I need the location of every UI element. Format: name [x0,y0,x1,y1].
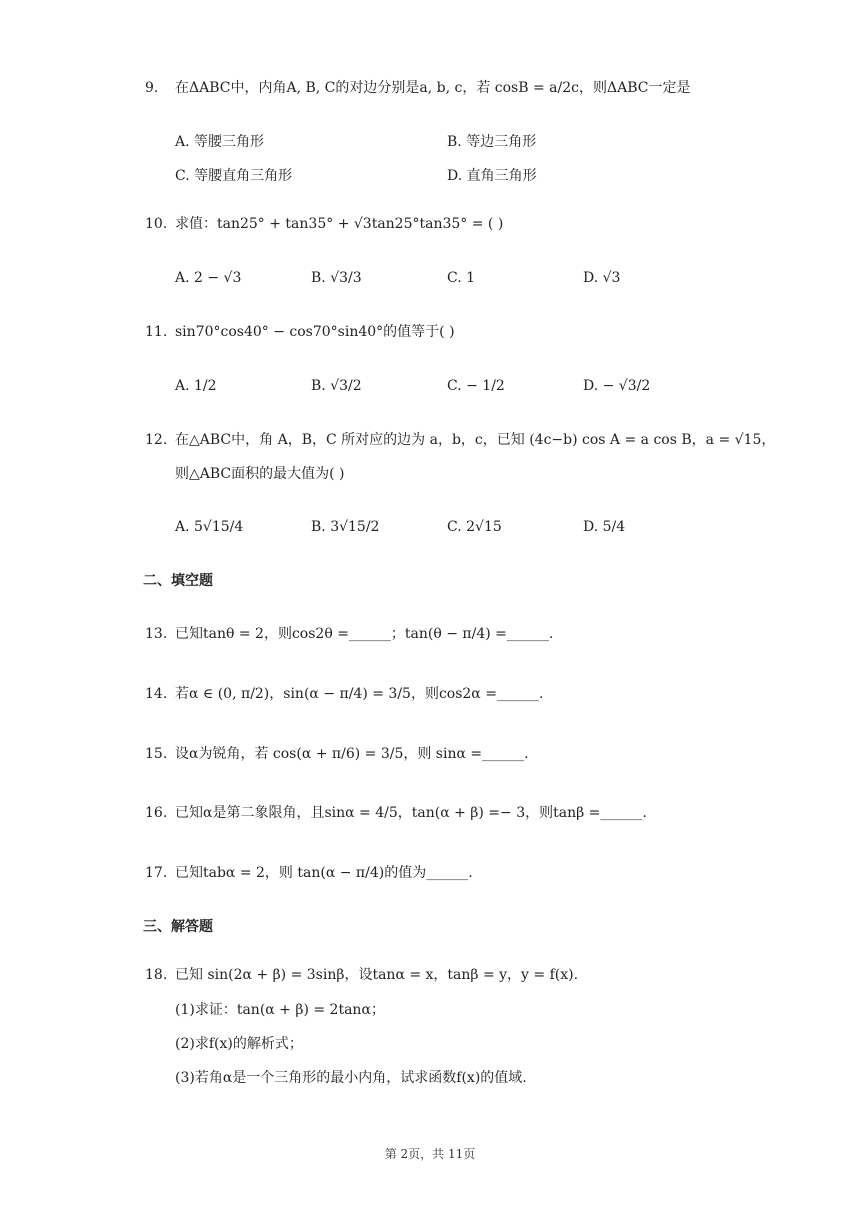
option-b[interactable]: B. 等边三角形 [447,134,537,150]
question-text: 已知 sin(2α + β) = 3sinβ，设tanα = x，tanβ = y，y = f(x). [175,967,579,983]
question-18 [145,965,578,985]
question-number: 13. [145,626,168,642]
question-text: 已知α是第二象限角，且sinα = 4/5，tan(α + β) =− 3，则tanβ =______. [175,805,647,821]
question-number: 10. [145,216,168,232]
question-9 [145,78,690,98]
question-12-continued: 则△ABC面积的最大值为( ) [175,466,345,482]
question-text: 在△ABC中，角 A，B，C 所对应的边为 a，b，c，已知 (4c−b) cos A = a cos B，a = √15， [175,432,776,448]
option-c[interactable]: C. 1 [447,270,476,286]
question-18-part-1: (1)求证：tan(α + β) = 2tanα； [175,1002,385,1018]
question-text: 若α ∈ (0, π/2)，sin(α − π/4) = 3/5，则cos2α =______. [175,686,544,702]
question-18-part-2: (2)求f(x)的解析式； [175,1036,303,1052]
option-a[interactable]: A. 2 − √3 [175,270,242,286]
option-b[interactable]: B. √3/3 [311,270,362,286]
option-d[interactable]: D. − √3/2 [583,378,651,394]
question-16 [145,803,647,823]
question-text: 在ΔABC中，内角A, B, C的对边分别是a, b, c，若 cosB = a/2c，则ΔABC一定是 [175,80,691,96]
section-heading-fill-in: 二、填空题 [143,573,213,589]
page-footer: 第 2页，共 11页 [384,1147,476,1161]
option-c[interactable]: C. 等腰直角三角形 [175,168,293,184]
question-number: 11. [145,324,168,340]
option-d[interactable]: D. √3 [583,270,621,286]
option-a[interactable]: A. 5√15/4 [175,519,244,535]
question-text: 已知tanθ = 2，则cos2θ =______；tan(θ − π/4) =______. [175,626,554,642]
question-number: 12. [145,432,168,448]
option-d[interactable]: D. 5/4 [583,519,626,535]
question-number: 17. [145,865,168,881]
option-c[interactable]: C. 2√15 [447,519,502,535]
question-number: 18. [145,967,168,983]
question-text: 求值：tan25° + tan35° + √3tan25°tan35° = ( ) [175,216,504,232]
question-text: sin70°cos40° − cos70°sin40°的值等于( ) [175,324,455,340]
question-number: 15. [145,746,168,762]
question-number: 16. [145,805,168,821]
option-a[interactable]: A. 等腰三角形 [175,134,265,150]
question-text: 已知tabα = 2，则 tan(α − π/4)的值为______. [175,865,473,881]
question-12 [145,430,775,450]
section-heading-answer: 三、解答题 [143,919,213,935]
option-c[interactable]: C. − 1/2 [447,378,505,394]
question-text: 设α为锐角，若 cos(α + π/6) = 3/5，则 sinα =______. [175,746,529,762]
question-13 [145,624,553,644]
question-15 [145,744,529,764]
option-b[interactable]: B. √3/2 [311,378,362,394]
question-number: 14. [145,686,168,702]
option-b[interactable]: B. 3√15/2 [311,519,380,535]
question-18-part-3: (3)若角α是一个三角形的最小内角，试求函数f(x)的值域. [175,1070,527,1086]
question-14 [145,684,543,704]
option-a[interactable]: A. 1/2 [175,378,217,394]
option-d[interactable]: D. 直角三角形 [447,168,537,184]
question-number: 9. [145,80,159,96]
question-10 [145,214,503,234]
question-11 [145,322,455,342]
question-17 [145,863,473,883]
